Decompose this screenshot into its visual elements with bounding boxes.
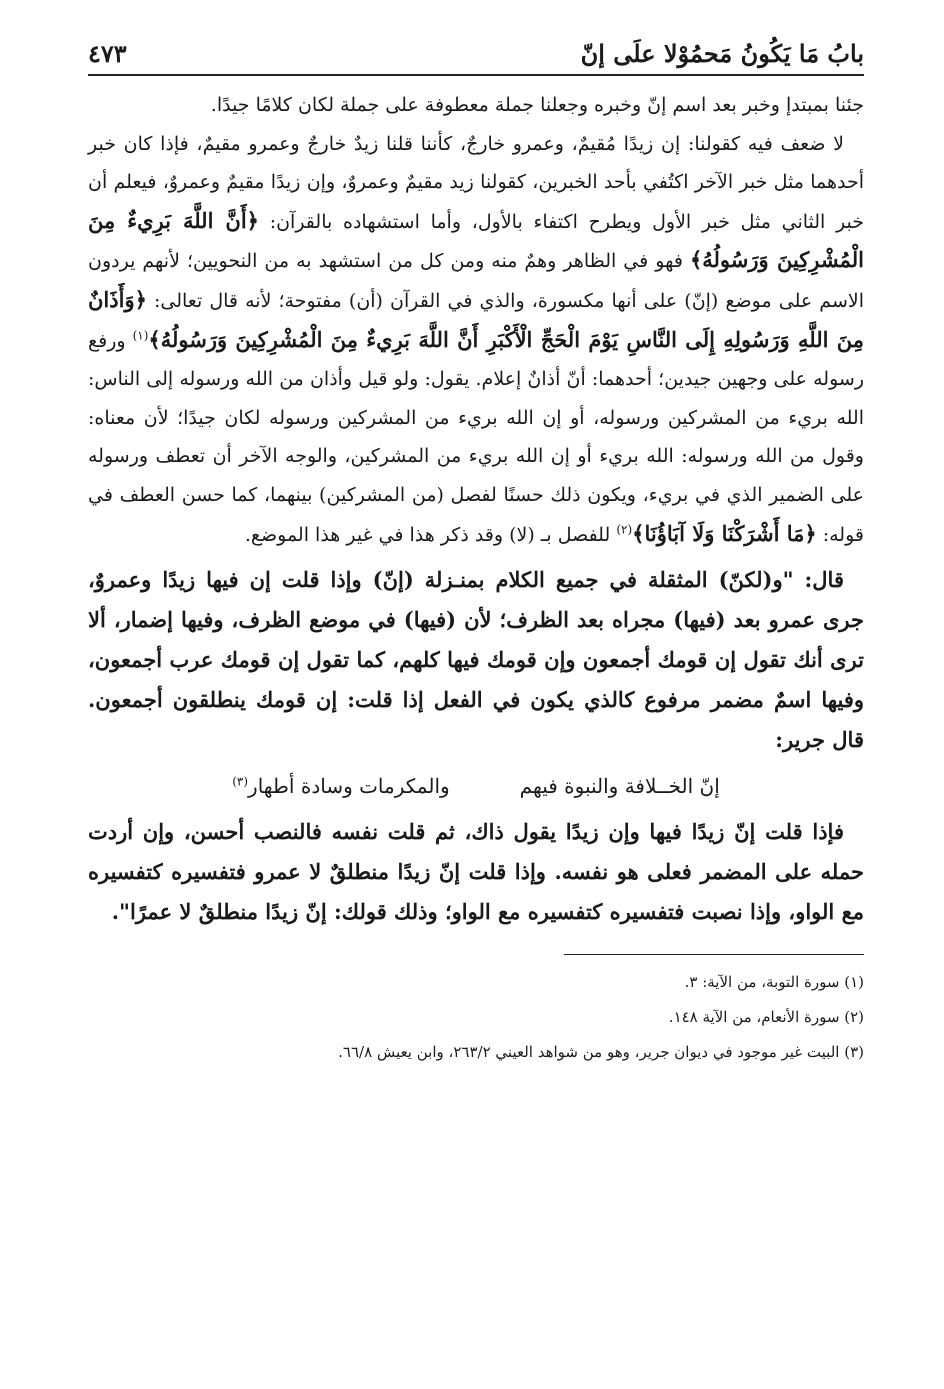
page-number: ٤٧٣ [88, 39, 127, 68]
paragraph-4: فإذا قلت إنّ زيدًا فيها وإن زيدًا يقول ذاك، ثم قلت نفسه فالنصب أحسن، وإن أردت حمله على المضمر فعلى هو نفسه. وإذا قلت إنّ زيدًا منطلقٌ لا عمرو فتفسيره كتفسيره مع الواو، وإذا نصبت فتفسيره كتفسيره مع الواو؛ وذلك قولك: إنّ زيدًا منطلقٌ لا عمرًا". [88, 819, 864, 925]
paragraph-1: جئنا بمبتدإ وخبر بعد اسم إنّ وخبره وجعلنا جملة معطوفة على جملة لكان كلامًا جيدًا. [210, 94, 864, 116]
footnotes [88, 965, 864, 1070]
footnote-2: (٢) سورة الأنعام، من الآية ١٤٨. [668, 1008, 864, 1027]
paragraph-2-part-a: لا ضعف فيه كقولنا: إن زيدًا مُقيمٌ، وعمرو خارجٌ، كأننا قلنا زيدٌ خارجٌ وعمرو مقيمٌ، فإذا كان خبر أحدهما مثل خبر الآخر اكتُفي بأحد الخبرين، كقولنا زيد مقيمٌ وعمروٌ، وإن زيدًا مقيمٌ وعمروٌ، فيعلم أن خبر الثاني مثل خبر الأول ويطرح اكتفاء بالأول، وأما استشهاده بالقرآن: [88, 132, 864, 233]
paragraph-2 [88, 125, 864, 555]
quran-quote-2: ﴿وَأَذَانٌ مِنَ اللَّهِ وَرَسُولِهِ إِلَى النَّاسِ يَوْمَ الْحَجِّ الْأَكْبَرِ أَنَّ اللَّهَ بَرِيءٌ مِنَ الْمُشْرِكِينَ وَرَسُولُهُ﴾ [88, 286, 864, 352]
chapter-title: بابُ مَا يَكُونُ مَحمُوْلا علَى إنّ [580, 39, 864, 68]
paragraph-2-part-b: فهو في الظاهر وهمٌ منه ومن كل من استشهد به من النحويين؛ لأنهم يردون الاسم على موضع (إنّ) على أنها مكسورة، والذي في القرآن (أن) مفتوحة؛ لأنه قال تعالى: [88, 250, 864, 312]
book-page [88, 26, 864, 1366]
quran-quote-1: ﴿أَنَّ اللَّهَ بَرِيءٌ مِنَ الْمُشْرِكِينَ وَرَسُولُهُ﴾ [88, 207, 864, 273]
footnote-1: (١) سورة التوبة، من الآية: ٣. [684, 973, 864, 992]
quran-quote-3: ﴿مَا أَشْرَكْنَا وَلَا آبَاؤُنَا﴾ [632, 520, 817, 546]
paragraph-2-part-d: للفصل بـ (لا) وقد ذكر هذا في غير هذا الموضع. [244, 523, 617, 546]
verse-second-hemistich-text: والمكرمات وسادة أطهار [248, 774, 450, 799]
paragraph-3: قال: "و(لكنّ) المثقلة في جميع الكلام بمنـزلة (إنّ) وإذا قلت إن فيها زيدًا وعمروٌ، جرى عمرو بعد (فيها) مجراه بعد الظرف؛ لأن (فيها) في موضع الظرف، وفيها إضمار، ألا ترى أنك تقول إن قومك أجمعون وإن قومك فيها كلهم، كما تقول إن قومك عرب أجمعون، وفيها اسمٌ مضمر مرفوع كالذي يكون في الفعل إذا قلت: إن قومك ينطلقون أجمعون. قال جرير: [88, 567, 864, 753]
verse-first-hemistich: إنّ الخــلافة والنبوة فيهم [519, 774, 720, 799]
paragraph-2-part-c: ورفع رسوله على وجهين جيدين؛ أحدهما: أنّ أذانٌ إعلام. يقول: ولو قيل وأذان من الله ورسوله إلى الناس: الله بريء من المشركين ورسوله، أو إن الله بريء من المشركين ورسوله لكان جيدًا؛ لأن معناه: وقول من الله ورسوله: الله بريء أو إن الله بريء من المشركين، والوجه الآخر أن تعطف ورسوله على الضمير الذي في بريء، ويكون ذلك حسنًا لفصل (من المشركين) بينهما، كما حسن العطف في قوله: [88, 329, 864, 546]
footnote-ref-1[interactable]: (١) [132, 328, 149, 343]
page-header [88, 26, 864, 76]
footnote-ref-3[interactable]: (٣) [232, 774, 249, 789]
main-text [88, 86, 864, 932]
verse-second-hemistich [232, 766, 449, 806]
footnote-separator [564, 954, 864, 955]
footnote-3: (٣) البيت غير موجود في ديوان جرير، وهو من شواهد العيني ٢٦٣/٢، وابن يعيش ٦٦/٨. [338, 1043, 864, 1062]
poetry-verse [88, 766, 864, 806]
footnote-ref-2[interactable]: (٢) [616, 522, 633, 537]
